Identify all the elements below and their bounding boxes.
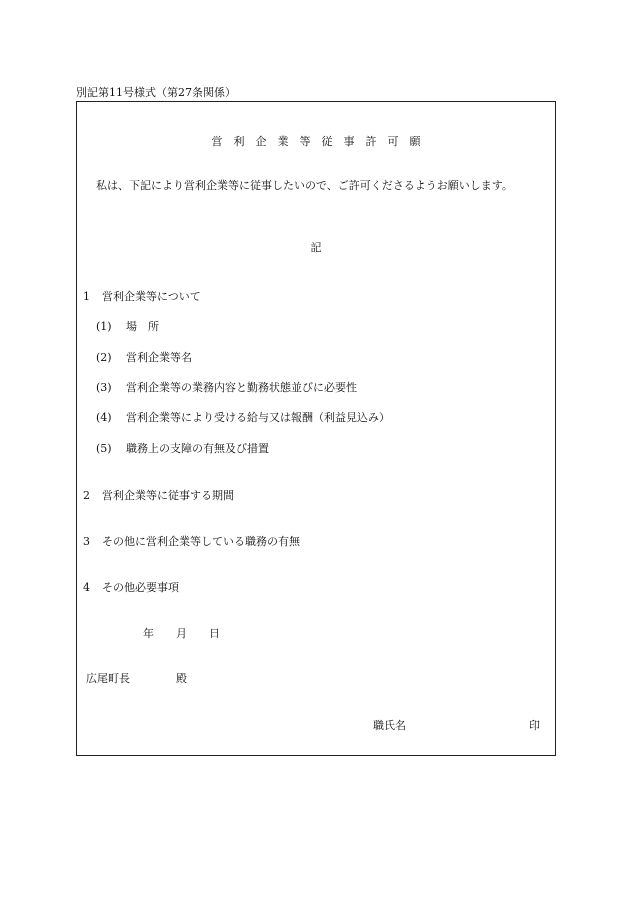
- section-2: [83, 489, 234, 503]
- section-1: [83, 290, 201, 304]
- section-number: 3: [83, 535, 90, 548]
- ki-heading: 記: [310, 241, 322, 254]
- addressee-honorific: 殿: [176, 672, 187, 685]
- subitem-label: 営利企業等により受ける給与又は報酬（利益見込み）: [126, 411, 390, 424]
- intro-text: 私は、下記により営利企業等に従事したいので、ご許可くださるようお願いします。: [96, 179, 513, 192]
- section-3: [83, 535, 300, 549]
- section-number: 2: [83, 489, 90, 502]
- section-label: その他に営利企業等している職務の有無: [102, 535, 300, 548]
- subitem-number: (2): [96, 351, 112, 364]
- section-label: 営利企業等について: [102, 290, 201, 303]
- subitem-2: [96, 351, 192, 365]
- subitem-number: (5): [96, 442, 112, 455]
- subitem-label: 職務上の支障の有無及び措置: [126, 442, 269, 455]
- subitem-number: (1): [96, 320, 112, 333]
- section-label: その他必要事項: [102, 581, 179, 594]
- addressee-title: 広尾町長: [86, 672, 130, 685]
- date-line: [143, 627, 220, 641]
- subitem-label: 営利企業等名: [126, 351, 192, 364]
- form-caption: 別記第11号様式（第27条関係）: [76, 86, 236, 99]
- seal-mark: 印: [529, 719, 540, 732]
- form-title: 営 利 企 業 等 従 事 許 可 願: [211, 135, 421, 148]
- section-label: 営利企業等に従事する期間: [102, 489, 234, 502]
- date-day: 日: [209, 627, 220, 640]
- date-year: 年: [143, 627, 154, 640]
- subitem-label: 営利企業等の業務内容と勤務状態並びに必要性: [126, 381, 357, 394]
- subitem-4: [96, 411, 390, 425]
- section-number: 1: [83, 290, 90, 303]
- date-month: 月: [176, 627, 187, 640]
- section-4: [83, 581, 179, 595]
- subitem-label: 場 所: [126, 320, 159, 333]
- section-number: 4: [83, 581, 90, 594]
- subitem-number: (3): [96, 381, 112, 394]
- signer-label: 職氏名: [373, 719, 406, 732]
- form-box: [76, 101, 556, 756]
- subitem-5: [96, 442, 269, 456]
- subitem-1: [96, 320, 159, 334]
- subitem-3: [96, 381, 357, 395]
- subitem-number: (4): [96, 411, 112, 424]
- addressee: [86, 672, 187, 686]
